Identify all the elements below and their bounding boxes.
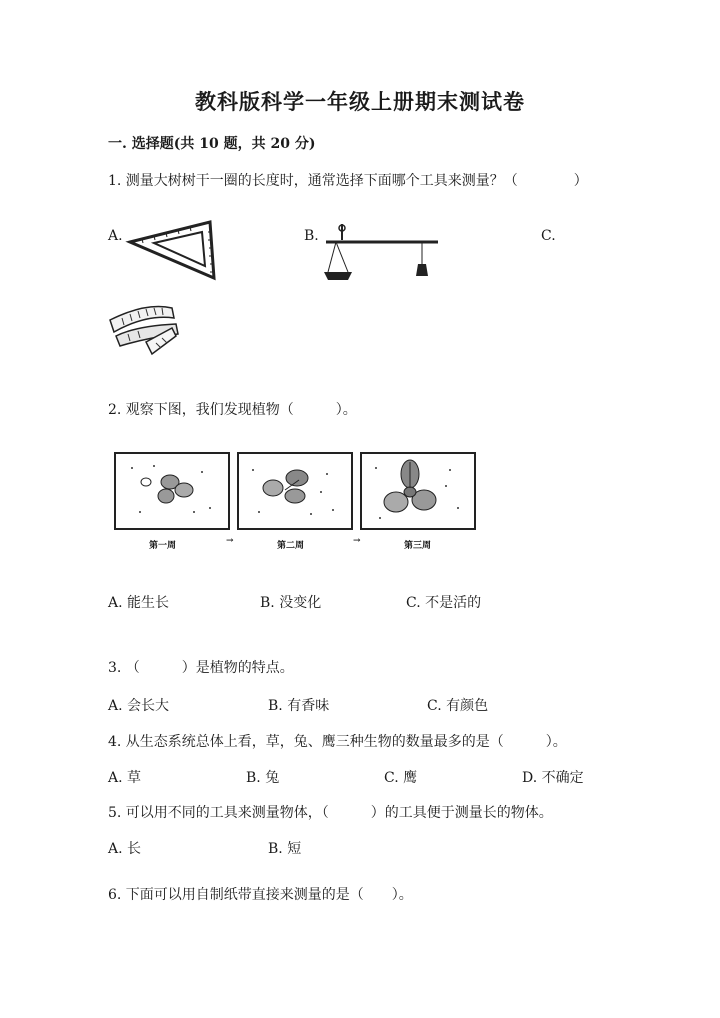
question-3-text: 3. （ ）是植物的特点。 bbox=[108, 660, 294, 676]
question-3-option-a[interactable]: A. 会长大 bbox=[108, 698, 170, 714]
section-heading: 一. 选择题(共 10 题，共 20 分) bbox=[108, 136, 316, 152]
week-3-caption: 第三周 bbox=[404, 541, 432, 551]
question-4-option-c[interactable]: C. 鹰 bbox=[384, 770, 418, 786]
question-1-option-b[interactable]: B. bbox=[304, 228, 319, 244]
page-title: 教科版科学一年级上册期末测试卷 bbox=[195, 89, 525, 114]
question-4-option-a[interactable]: A. 草 bbox=[108, 770, 142, 786]
question-3-option-b[interactable]: B. 有香味 bbox=[268, 698, 330, 714]
question-2-option-a[interactable]: A. 能生长 bbox=[108, 595, 170, 611]
week-1-caption: 第一周 bbox=[149, 541, 177, 551]
plant-week-2-image bbox=[237, 452, 353, 530]
question-2-option-b[interactable]: B. 没变化 bbox=[260, 595, 322, 611]
question-5-option-b[interactable]: B. 短 bbox=[268, 841, 302, 857]
question-2-text: 2. 观察下图，我们发现植物（ ）。 bbox=[108, 402, 357, 418]
arrow-2: → bbox=[353, 536, 361, 546]
question-1-text: 1. 测量大树树干一圈的长度时，通常选择下面哪个工具来测量？（ ） bbox=[108, 173, 588, 189]
question-3-option-c[interactable]: C. 有颜色 bbox=[427, 698, 489, 714]
question-2-option-c[interactable]: C. 不是活的 bbox=[406, 595, 482, 611]
arrow-1: → bbox=[226, 536, 234, 546]
question-5-text: 5. 可以用不同的工具来测量物体，（ ）的工具便于测量长的物体。 bbox=[108, 805, 553, 821]
triangle-ruler-image bbox=[126, 218, 218, 284]
question-6-text: 6. 下面可以用自制纸带直接来测量的是（ ）。 bbox=[108, 887, 413, 903]
question-1-option-a[interactable]: A. bbox=[108, 228, 123, 244]
question-4-option-b[interactable]: B. 兔 bbox=[246, 770, 280, 786]
question-5-option-a[interactable]: A. 长 bbox=[108, 841, 142, 857]
question-1-option-c[interactable]: C. bbox=[541, 228, 556, 244]
week-2-caption: 第二周 bbox=[277, 541, 305, 551]
question-4-option-d[interactable]: D. 不确定 bbox=[522, 770, 584, 786]
balance-scale-image bbox=[322, 222, 442, 284]
question-4-text: 4. 从生态系统总体上看，草，兔、鹰三种生物的数量最多的是（ ）。 bbox=[108, 734, 567, 750]
tape-measure-image bbox=[106, 298, 180, 368]
plant-week-3-image bbox=[360, 452, 476, 530]
plant-week-1-image bbox=[114, 452, 230, 530]
